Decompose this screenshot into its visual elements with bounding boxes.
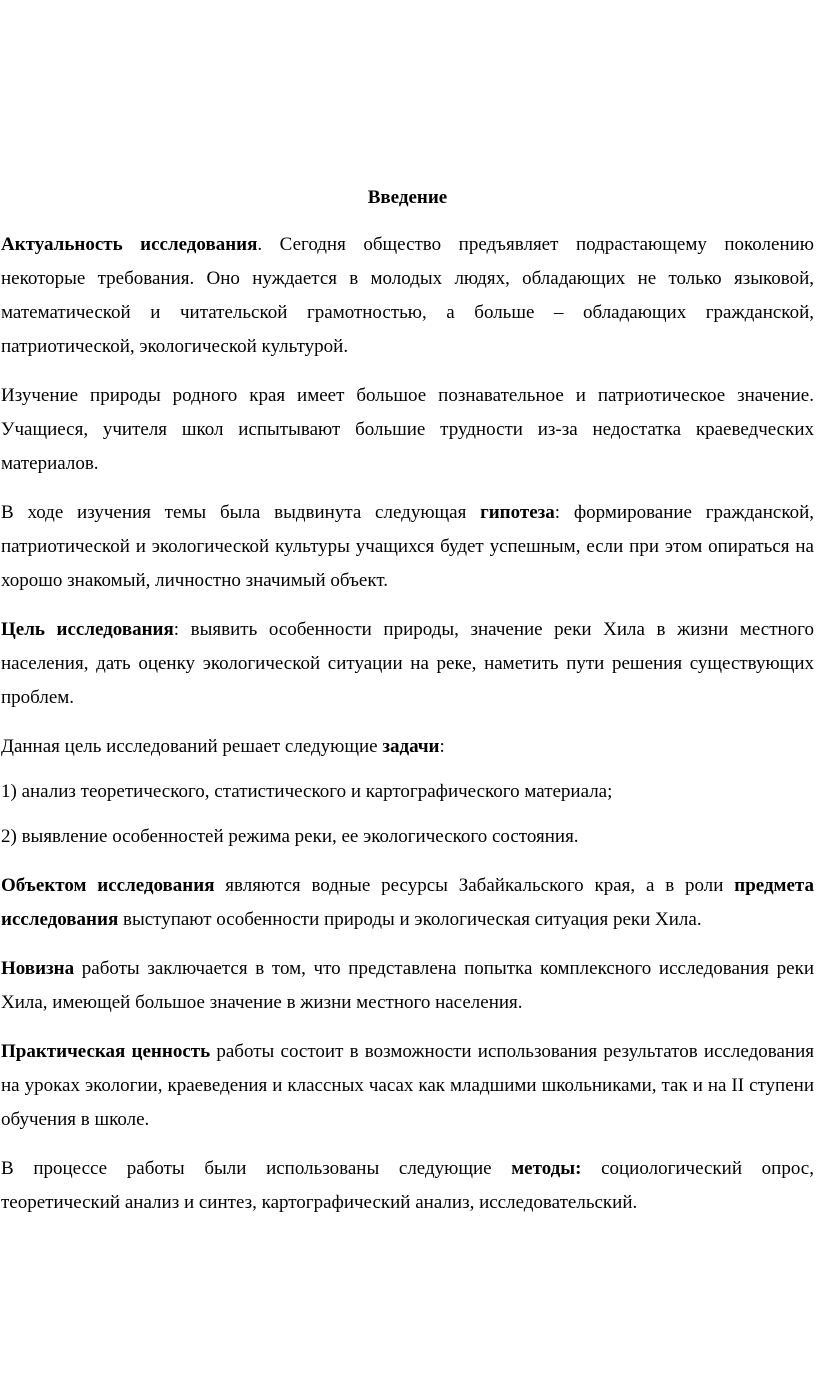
term-goal: Цель исследования [1, 619, 174, 640]
term-subject: предмета исследования [1, 875, 814, 930]
text-task-1: 1) анализ теоретического, статистического и картографического материала; [1, 781, 613, 802]
text-task-2: 2) выявление особенностей режима реки, ее экологического состояния. [1, 826, 579, 847]
paragraph-hypothesis [1, 496, 814, 598]
text-object: являются водные ресурсы Забайкальского края, а в роли [214, 875, 735, 896]
term-relevance: Актуальность исследования [1, 234, 258, 255]
text-goal: : выявить особенности природы, значение реки Хила в жизни местного населения, дать оценку экологической ситуации на реке, наметить пути решения существующих проблем. [1, 619, 814, 708]
text-relevance: . Сегодня общество предъявляет подрастающему поколению некоторые требования. Оно нуждается в молодых людях, обладающих не только языковой, математической и читательской грамотностью, а больше – обладающих гражданской, патриотической, экологической культурой. [1, 234, 814, 357]
text-tasks-colon: : [439, 736, 445, 757]
text-subject: выступают особенности природы и экологическая ситуация реки Хила. [118, 909, 702, 930]
paragraph-study [1, 379, 814, 481]
term-object: Объектом исследования [1, 875, 215, 896]
paragraph-object [1, 869, 814, 937]
document-content [1, 186, 814, 1235]
text-study: Изучение природы родного края имеет большое познавательное и патриотическое значение. Учащиеся, учителя школ испытывают большие трудности из-за недостатка краеведческих материалов. [1, 385, 814, 474]
text-practical-value: работы состоит в возможности использования результатов исследования на уроках экологии, краеведения и классных часах как младшими школьниками, так и на II ступени обучения в школе. [1, 1041, 814, 1130]
text-methods-intro: В процессе работы были использованы следующие [1, 1158, 512, 1179]
paragraph-tasks-intro [1, 730, 814, 764]
text-methods: социологический опрос, теоретический анализ и синтез, картографический анализ, исследовательский. [1, 1158, 814, 1213]
text-hypothesis: : формирование гражданской, патриотической и экологической культуры учащихся будет успешным, если при этом опираться на хорошо знакомый, личностно значимый объект. [1, 502, 815, 591]
text-hypothesis-intro: В ходе изучения темы была выдвинута следующая [1, 502, 481, 523]
text-tasks-intro: Данная цель исследований решает следующие [1, 736, 383, 757]
term-hypothesis: гипотеза [480, 502, 555, 523]
page-title: Введение [367, 187, 448, 208]
list-item-task-1 [1, 775, 814, 809]
term-novelty: Новизна [1, 958, 75, 979]
term-tasks: задачи [382, 736, 440, 757]
term-methods: методы: [511, 1158, 582, 1179]
paragraph-novelty [1, 952, 814, 1020]
text-novelty: работы заключается в том, что представлена попытка комплексного исследования реки Хила, имеющей большое значение в жизни местного населения. [1, 958, 814, 1013]
paragraph-goal [1, 613, 814, 715]
list-item-task-2 [1, 820, 814, 854]
term-practical-value: Практическая ценность [1, 1041, 211, 1062]
paragraph-practical-value [1, 1035, 814, 1137]
paragraph-methods [1, 1152, 814, 1220]
paragraph-relevance [1, 228, 814, 364]
